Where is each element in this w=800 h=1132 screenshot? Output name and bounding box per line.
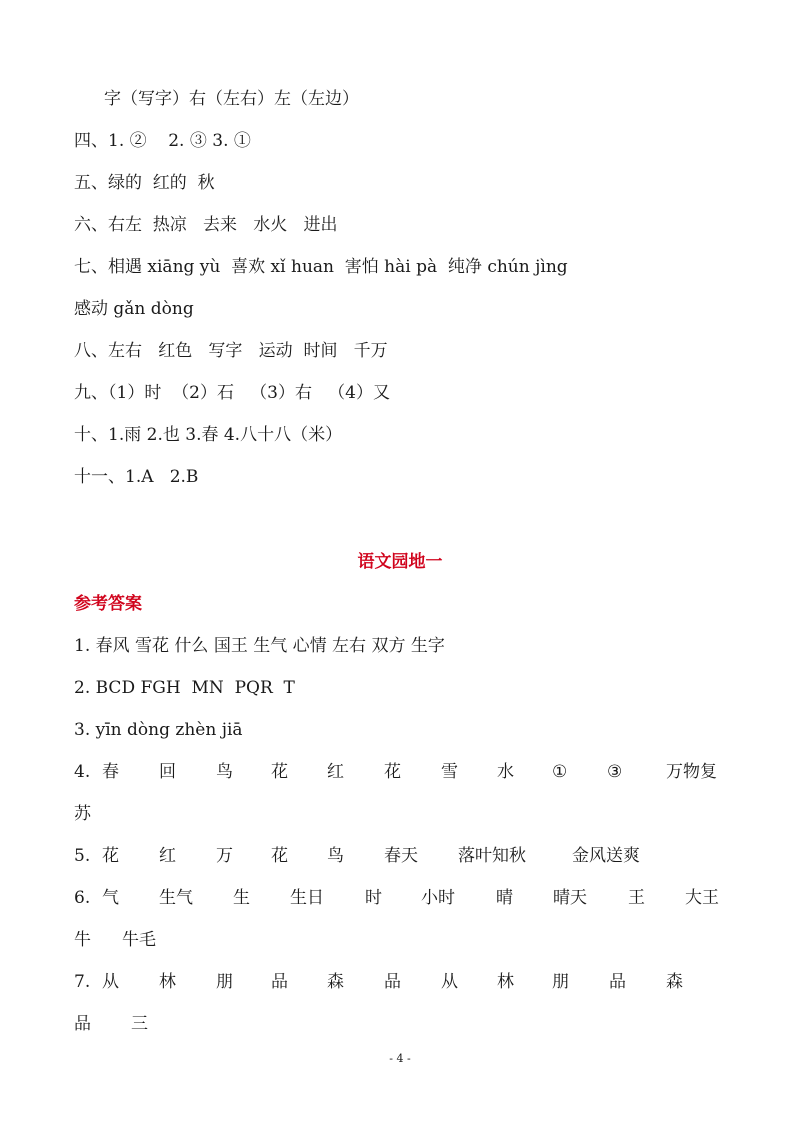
section-title: 语文园地一 <box>357 552 443 572</box>
answer-line-7-cont: 感动 gǎn dòng <box>74 299 194 319</box>
answer-5-item: 鸟 <box>327 846 344 866</box>
answer-4-item: ① <box>552 762 568 782</box>
answer-7-item: 从 <box>102 972 119 992</box>
answer-line-10: 十、1.雨 2.也 3.春 4.八十八（米） <box>74 425 343 445</box>
answer-6-cont-item: 牛毛 <box>122 930 156 950</box>
answer-7-item: 品 <box>271 972 288 992</box>
answer-5-item: 春天 <box>384 846 418 866</box>
answer-6-item: 时 <box>365 888 382 908</box>
answers-heading: 参考答案 <box>74 594 142 614</box>
answer-5-item: 花 <box>102 846 119 866</box>
answer-1: 1. 春风 雪花 什么 国王 生气 心情 左右 双方 生字 <box>74 636 445 656</box>
answer-7-cont-item: 三 <box>131 1014 148 1034</box>
answer-line-11: 十一、1.A 2.B <box>74 467 199 487</box>
answer-4-item: 回 <box>159 762 176 782</box>
answer-6-item: 大王 <box>685 888 719 908</box>
answer-4-item: 春 <box>102 762 119 782</box>
answer-5-item: 花 <box>271 846 288 866</box>
answer-line-8: 八、左右 红色 写字 运动 时间 千万 <box>74 341 388 361</box>
answer-4-item: 雪 <box>441 762 458 782</box>
answer-5-item: 落叶知秋 <box>458 846 526 866</box>
answer-line-1: 字（写字）右（左右）左（左边） <box>104 89 359 109</box>
answer-4-item: 红 <box>327 762 344 782</box>
answer-7-item: 朋 <box>552 972 569 992</box>
answer-7-item: 林 <box>159 972 176 992</box>
answer-4-item: 花 <box>271 762 288 782</box>
answer-5-num: 5. <box>74 846 91 866</box>
answer-6-item: 生气 <box>159 888 193 908</box>
answer-4-cont: 苏 <box>74 804 91 824</box>
answer-4-item: 水 <box>497 762 514 782</box>
answer-5-item: 金风送爽 <box>572 846 640 866</box>
answer-7-cont-item: 品 <box>74 1014 91 1034</box>
answer-6-cont-item: 牛 <box>74 930 91 950</box>
answer-6-item: 气 <box>102 888 119 908</box>
answer-4-item: 花 <box>384 762 401 782</box>
answer-7-item: 品 <box>384 972 401 992</box>
answer-line-4: 四、1. ② 2. ③ 3. ① <box>74 131 251 151</box>
answer-7-item: 朋 <box>216 972 233 992</box>
answer-7-item: 森 <box>666 972 683 992</box>
answer-line-6: 六、右左 热凉 去来 水火 进出 <box>74 215 338 235</box>
answer-7-item: 森 <box>327 972 344 992</box>
answer-2: 2. BCD FGH MN PQR T <box>74 678 295 698</box>
answer-4-num: 4. <box>74 762 91 782</box>
page-number: - 4 - <box>389 1052 411 1065</box>
answer-6-item: 晴天 <box>553 888 587 908</box>
answer-6-item: 晴 <box>496 888 513 908</box>
answer-4-item: 万物复 <box>666 762 717 782</box>
answer-4-item: ③ <box>607 762 623 782</box>
answer-7-item: 林 <box>497 972 514 992</box>
answer-3: 3. yīn dòng zhèn jiā <box>74 720 243 740</box>
answer-6-item: 生日 <box>290 888 324 908</box>
answer-6-num: 6. <box>74 888 91 908</box>
answer-line-5: 五、绿的 红的 秋 <box>74 173 215 193</box>
answer-6-item: 生 <box>233 888 250 908</box>
answer-5-item: 万 <box>216 846 233 866</box>
answer-7-num: 7. <box>74 972 91 992</box>
answer-5-item: 红 <box>159 846 176 866</box>
answer-7-item: 品 <box>609 972 626 992</box>
answer-line-9: 九、（1）时 （2）石 （3）右 （4）又 <box>74 383 390 403</box>
answer-line-7: 七、相遇 xiāng yù 喜欢 xǐ huan 害怕 hài pà 纯净 chún jìng <box>74 257 568 277</box>
answer-6-item: 小时 <box>421 888 455 908</box>
answer-7-item: 从 <box>441 972 458 992</box>
answer-6-item: 王 <box>628 888 645 908</box>
answer-4-item: 鸟 <box>216 762 233 782</box>
